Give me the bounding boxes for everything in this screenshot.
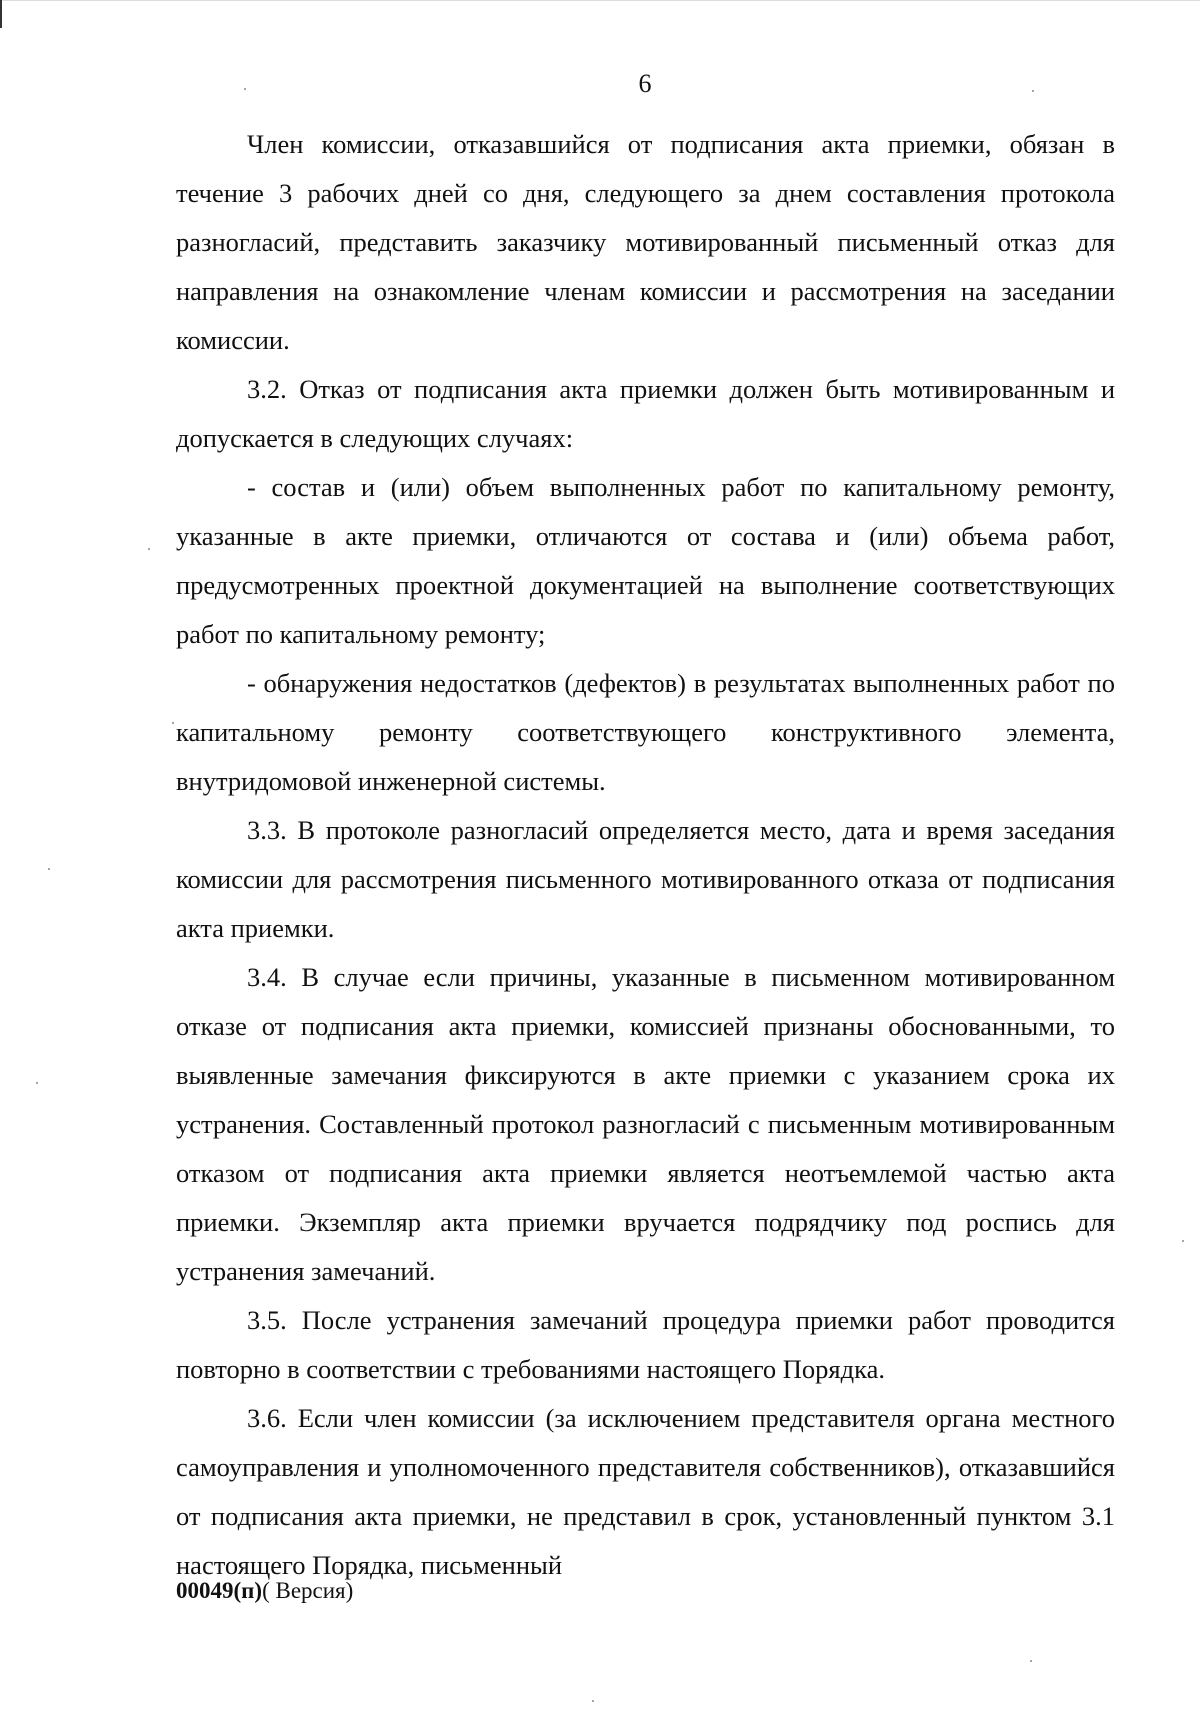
left-edge-mark — [0, 0, 2, 28]
document-footer — [176, 1576, 353, 1606]
paragraph-3-2-case-scope: - состав и (или) объем выполненных работ по капитальному ремонту, указанные в акте приемки, отличаются от состава и (или) объема работ, предусмотренных проектной документацией на выполнение соответствующих работ по капитальному ремонту; — [176, 472, 1115, 649]
scan-speck — [592, 1700, 594, 1702]
document-code: 00049(п) — [176, 1578, 263, 1603]
document-body — [176, 120, 1115, 1590]
scan-speck — [1032, 90, 1034, 92]
top-rule — [0, 0, 1200, 1]
scan-speck — [1030, 1660, 1032, 1662]
scan-speck — [1182, 1240, 1184, 1242]
paragraph-3-5: 3.5. После устранения замечаний процедура приемки работ проводится повторно в соответствии с требованиями настоящего Порядка. — [176, 1305, 1115, 1384]
paragraph-3-2-case-defects: - обнаружения недостатков (дефектов) в результатах выполненных работ по капитальному ремонту соответствующего конструктивного элемента, внутридомовой инженерной системы. — [176, 668, 1115, 796]
paragraph-3-3: 3.3. В протоколе разногласий определяется место, дата и время заседания комиссии для рассмотрения письменного мотивированного отказа от подписания акта приемки. — [176, 815, 1115, 943]
scan-speck — [148, 548, 150, 550]
scan-speck — [36, 1082, 38, 1084]
paragraph-3-6: 3.6. Если член комиссии (за исключением представителя органа местного самоуправления и уполномоченного представителя собственников), отказавшийся от подписания акта приемки, не представил в срок, установленный пунктом 3.1 настоящего Порядка, письменный — [176, 1403, 1115, 1580]
paragraph-3-2: 3.2. Отказ от подписания акта приемки должен быть мотивированным и допускается в следующих случаях: — [176, 374, 1115, 453]
scan-speck — [48, 868, 50, 870]
paragraph-refusal-member: Член комиссии, отказавшийся от подписания акта приемки, обязан в течение 3 рабочих дней со дня, следующего за днем составления протокола разногласий, представить заказчику мотивированный письменный отказ для направления на ознакомление членам комиссии и рассмотрения на заседании комиссии. — [176, 129, 1115, 355]
paragraph-3-4: 3.4. В случае если причины, указанные в письменном мотивированном отказе от подписания акта приемки, комиссией признаны обоснованными, то выявленные замечания фиксируются в акте приемки с указанием срока их устранения. Составленный протокол разногласий с письменным мотивированным отказом от подписания акта приемки является неотъемлемой частью акта приемки. Экземпляр акта приемки вручается подрядчику под роспись для устранения замечаний. — [176, 962, 1115, 1286]
page-number: 6 — [638, 69, 652, 98]
scan-speck — [244, 88, 246, 90]
scan-speck — [172, 722, 174, 724]
document-version: ( Версия) — [262, 1578, 354, 1603]
